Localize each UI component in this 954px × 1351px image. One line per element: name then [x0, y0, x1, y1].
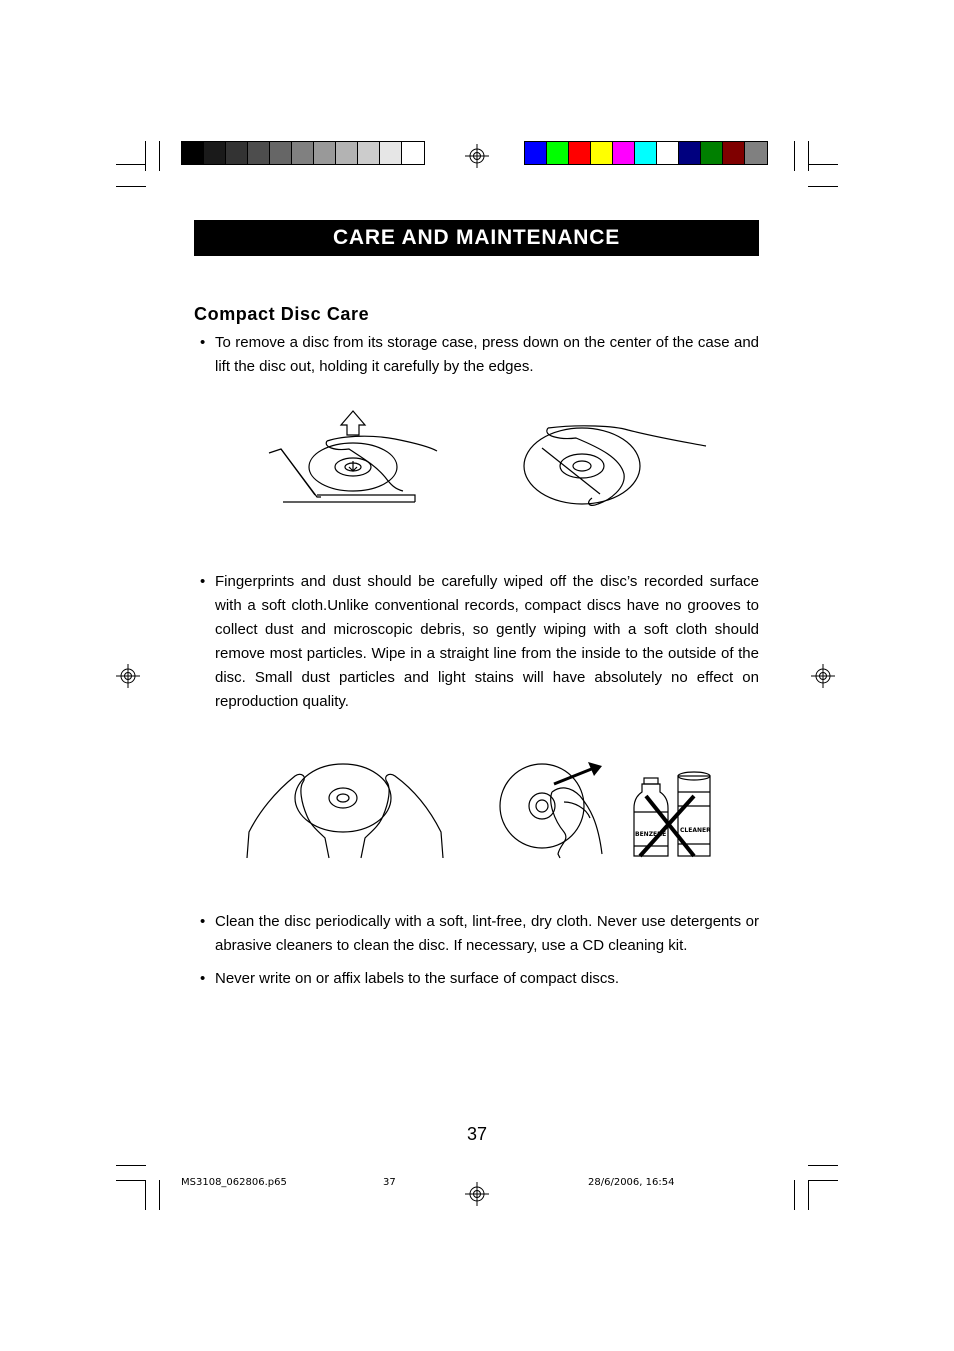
color-swatch — [591, 142, 613, 164]
prohibited-cleaners-illustration — [628, 762, 718, 862]
section-heading: Compact Disc Care — [194, 304, 370, 324]
crop-mark — [159, 1180, 160, 1210]
crop-mark — [116, 1165, 146, 1166]
bullet-text: Fingerprints and dust should be carefully wiped off the disc’s recorded surface with a soft cloth.Unlike conventional records, compact discs have no grooves to collect dust and microscopic debris, so gently wiping with a soft cloth should remove most particles. Wipe in a straight line from the inside to the outside of the disc. Small dust particles and light stains will have absolutely no effect on reproduction quality. — [215, 573, 759, 710]
list-item — [200, 331, 759, 379]
list-item — [200, 967, 759, 991]
crop-mark — [116, 164, 146, 165]
color-swatch — [292, 142, 314, 164]
page-title: CARE AND MAINTENANCE — [194, 220, 759, 256]
footer-timestamp: 28/6/2006, 16:54 — [588, 1177, 675, 1188]
disc-holding-illustration — [520, 418, 710, 518]
crop-mark — [794, 141, 795, 171]
color-swatch — [270, 142, 292, 164]
color-swatch — [248, 142, 270, 164]
color-swatch — [613, 142, 635, 164]
color-swatch — [358, 142, 380, 164]
crop-mark — [159, 141, 160, 171]
list-item — [200, 570, 759, 714]
crop-mark — [794, 1180, 795, 1210]
bullet-symbol: • — [200, 913, 206, 930]
color-swatch — [204, 142, 226, 164]
color-swatch — [547, 142, 569, 164]
registration-target-icon — [811, 664, 835, 688]
bullet-text: Clean the disc periodically with a soft, lint-free, dry cloth. Never use detergents or abrasive cleaners to clean the disc. If necessary, use a CD cleaning kit. — [215, 913, 759, 954]
color-swatch — [745, 142, 767, 164]
crop-mark — [808, 141, 809, 171]
color-swatch — [723, 142, 745, 164]
registration-target-icon — [116, 664, 140, 688]
crop-mark — [808, 164, 838, 165]
color-swatch — [402, 142, 424, 164]
bullet-text: Never write on or affix labels to the surface of compact discs. — [215, 970, 620, 987]
crop-mark — [145, 1180, 146, 1210]
disc-hands-illustration — [245, 762, 445, 862]
crop-mark — [145, 141, 146, 171]
crop-mark — [808, 1180, 809, 1210]
color-swatch — [336, 142, 358, 164]
disc-case-removal-illustration — [265, 405, 445, 505]
color-swatch — [657, 142, 679, 164]
registration-target-icon — [465, 144, 489, 168]
page-number: 37 — [466, 1124, 488, 1144]
registration-target-icon — [465, 1182, 489, 1206]
color-swatch — [380, 142, 402, 164]
color-swatch — [226, 142, 248, 164]
color-swatch — [569, 142, 591, 164]
bullet-text: To remove a disc from its storage case, press down on the center of the case and lift the disc out, holding it carefully by the edges. — [215, 334, 759, 375]
color-swatch — [679, 142, 701, 164]
bullet-symbol: • — [200, 573, 206, 590]
footer-page: 37 — [383, 1177, 396, 1188]
crop-mark — [116, 186, 146, 187]
bullet-symbol: • — [200, 970, 206, 987]
gray-calibration-bar — [181, 141, 425, 165]
color-swatch — [701, 142, 723, 164]
color-swatch — [525, 142, 547, 164]
crop-mark — [808, 186, 838, 187]
color-swatch — [314, 142, 336, 164]
color-swatch — [182, 142, 204, 164]
crop-mark — [808, 1180, 838, 1181]
footer-file-name: MS3108_062806.p65 — [181, 1177, 287, 1188]
bottle-label: CLEANER — [680, 827, 711, 834]
color-calibration-bar — [524, 141, 768, 165]
color-swatch — [635, 142, 657, 164]
bottle-label: BENZENE — [635, 831, 667, 838]
crop-mark — [116, 1180, 146, 1181]
bullet-symbol: • — [200, 334, 206, 351]
list-item — [200, 910, 759, 958]
crop-mark — [808, 1165, 838, 1166]
disc-wiping-illustration — [490, 762, 610, 862]
